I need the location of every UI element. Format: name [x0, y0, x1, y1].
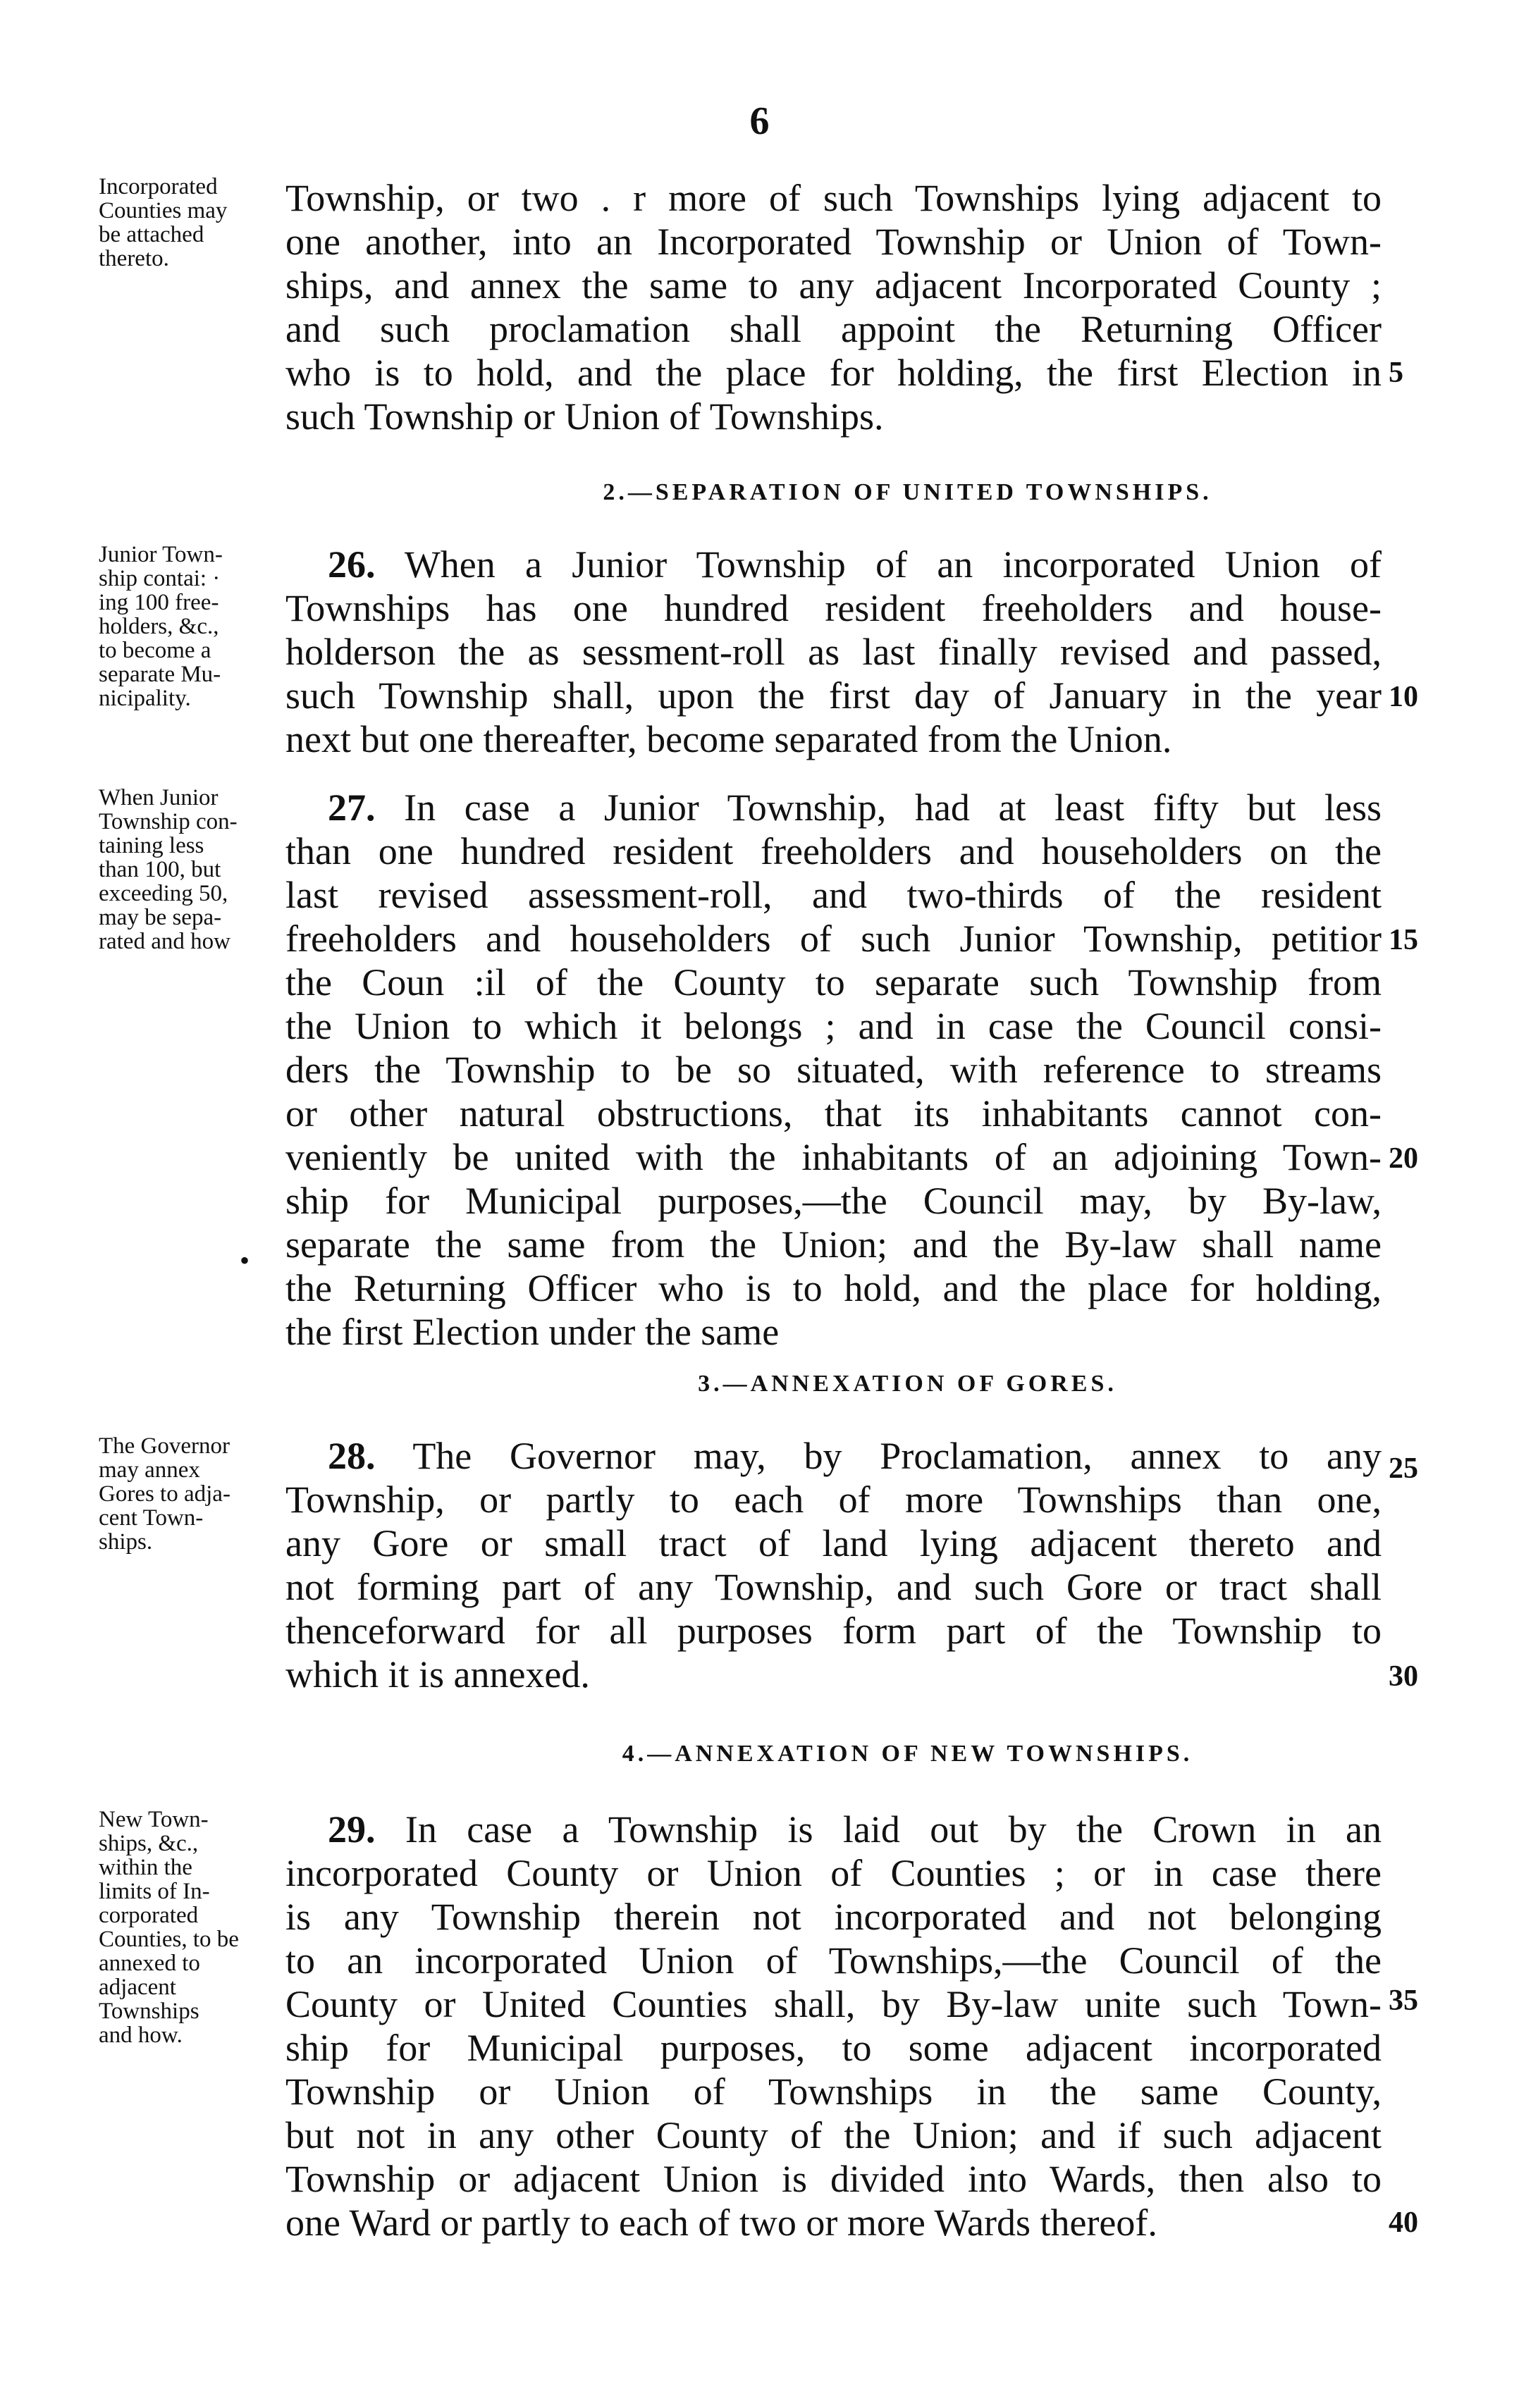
line-number: 25 — [1389, 1452, 1418, 1485]
line-number: 15 — [1389, 924, 1418, 956]
note-line: ships. — [99, 1529, 153, 1555]
text-line: such Township or Union of Townships. — [285, 395, 884, 438]
note-line: annexed to — [99, 1951, 200, 1976]
text-segment: In case a Township is laid out by the Crown in an — [405, 1808, 1382, 1851]
text-line: the Union to which it belongs ; and in case the Council consi- — [285, 1005, 1382, 1047]
section-number-26: 26. — [328, 543, 376, 586]
note-line: holders, &c., — [99, 614, 219, 639]
paragraph-27 — [285, 786, 1382, 1354]
note-line: separate Mu- — [99, 662, 221, 687]
note-line: rated and how — [99, 929, 230, 954]
text-line: incorporated County or Union of Counties ; or in case there — [285, 1852, 1382, 1894]
note-line: adjacent — [99, 1975, 176, 2000]
text-line: separate the same from the Union; and the By-law shall name — [285, 1223, 1382, 1266]
note-line: be attached — [99, 222, 204, 247]
paragraph-28 — [285, 1434, 1382, 1696]
text-line: which it is annexed. — [285, 1653, 590, 1696]
note-line: Incorporated — [99, 174, 218, 199]
text-line: ship for Municipal purposes,—the Council may, by By-law, — [285, 1180, 1382, 1222]
section-number-27: 27. — [328, 786, 376, 829]
text-line: veniently be united with the inhabitants of an adjoining Town- — [285, 1136, 1382, 1178]
text-line: the Coun :il of the County to separate such Township from — [285, 961, 1382, 1004]
text-line: any Gore or small tract of land lying adjacent thereto and — [285, 1522, 1382, 1564]
text-line: and such proclamation shall appoint the Returning Officer — [285, 308, 1382, 350]
section-number-29: 29. — [328, 1808, 376, 1851]
text-line: or other natural obstructions, that its inhabitants cannot con- — [285, 1092, 1382, 1135]
paragraph-26 — [285, 543, 1382, 761]
text-line: holderson the as sessment-roll as last finally revised and passed, — [285, 631, 1382, 673]
text-line — [285, 543, 1382, 586]
text-line — [285, 1808, 1382, 1851]
note-line: Townships — [99, 1999, 199, 2024]
line-number: 35 — [1389, 1984, 1418, 2017]
text-line: Township, or partly to each of more Townships than one, — [285, 1478, 1382, 1521]
note-line: thereto. — [99, 246, 169, 271]
note-line: When Junior — [99, 785, 219, 810]
note-line: taining less — [99, 833, 204, 858]
line-number: 20 — [1389, 1142, 1418, 1175]
text-line: Township or adjacent Union is divided into Wards, then also to — [285, 2158, 1382, 2200]
text-line: who is to hold, and the place for holding, the first Election in — [285, 352, 1382, 394]
section-heading-gores: 3.—ANNEXATION OF GORES. — [698, 1371, 1117, 1397]
margin-note-28 — [99, 1434, 289, 1554]
note-line: than 100, but — [99, 857, 221, 882]
note-line: The Governor — [99, 1433, 230, 1459]
text-line: ders the Township to be so situated, with reference to streams — [285, 1049, 1382, 1091]
margin-note-intro — [99, 175, 289, 271]
margin-note-26 — [99, 543, 289, 710]
text-line: than one hundred resident freeholders and householders on the — [285, 830, 1382, 872]
text-line: the Returning Officer who is to hold, and the place for holding, — [285, 1267, 1382, 1309]
text-line: next but one thereafter, become separated from the Union. — [285, 718, 1172, 760]
margin-note-27 — [99, 786, 289, 953]
note-line: may be sepa- — [99, 905, 222, 930]
note-line: corporated — [99, 1903, 199, 1928]
text-line: but not in any other County of the Union; and if such adjacent — [285, 2114, 1382, 2156]
note-line: exceeding 50, — [99, 881, 228, 906]
text-line: ship for Municipal purposes, to some adjacent incorporated — [285, 2027, 1382, 2069]
note-line: Township con- — [99, 809, 238, 834]
note-line: may annex — [99, 1457, 200, 1483]
section-number-28: 28. — [328, 1435, 376, 1477]
note-line: Gores to adja- — [99, 1481, 230, 1507]
note-line: New Town- — [99, 1807, 209, 1832]
text-line — [285, 1434, 1382, 1478]
note-line: ships, &c., — [99, 1831, 199, 1856]
text-line: one Ward or partly to each of two or more Wards thereof. — [285, 2202, 1157, 2244]
text-line: not forming part of any Township, and such Gore or tract shall — [285, 1566, 1382, 1608]
line-number: 40 — [1389, 2206, 1418, 2239]
text-line: one another, into an Incorporated Township or Union of Town- — [285, 221, 1382, 263]
line-number: 10 — [1389, 681, 1418, 713]
text-line: freeholders and householders of such Junior Township, petitior — [285, 918, 1382, 960]
paragraph-intro — [285, 176, 1382, 438]
text-line: County or United Counties shall, by By-law unite such Town- — [285, 1983, 1382, 2025]
note-line: to become a — [99, 638, 211, 663]
note-line: Counties, to be — [99, 1927, 239, 1952]
page-number: 6 — [749, 99, 770, 143]
text-segment: In case a Junior Township, had at least fifty but less — [404, 786, 1382, 829]
line-number: 5 — [1389, 357, 1403, 389]
note-line: limits of In- — [99, 1879, 210, 1904]
note-line: within the — [99, 1855, 192, 1880]
paragraph-29 — [285, 1808, 1382, 2245]
section-heading-separation: 2.—SEPARATION OF UNITED TOWNSHIPS. — [603, 479, 1212, 505]
note-line: and how. — [99, 2023, 183, 2048]
text-line: Township, or two . r more of such Townships lying adjacent to — [285, 177, 1382, 219]
text-line: Townships has one hundred resident freeholders and house- — [285, 587, 1382, 629]
text-line: last revised assessment-roll, and two-thirds of the resident — [285, 874, 1382, 916]
text-line: the first Election under the same — [285, 1311, 780, 1353]
note-line: ing 100 free- — [99, 590, 219, 615]
note-line: nicipality. — [99, 686, 191, 711]
text-segment: When a Junior Township of an incorporated Union of — [404, 543, 1382, 586]
margin-note-29 — [99, 1808, 289, 2047]
note-line: Junior Town- — [99, 542, 223, 567]
text-segment: The Governor may, by Proclamation, annex to any — [412, 1435, 1382, 1477]
text-line: is any Township therein not incorporated and not belonging — [285, 1896, 1382, 1938]
section-heading-new-townships: 4.—ANNEXATION OF NEW TOWNSHIPS. — [622, 1741, 1193, 1767]
stray-mark: • — [240, 1245, 250, 1276]
text-line: such Township shall, upon the first day of January in the year — [285, 674, 1382, 717]
note-line: ship contai: · — [99, 566, 221, 591]
text-line: to an incorporated Union of Townships,—the Council of the — [285, 1939, 1382, 1982]
text-line: ships, and annex the same to any adjacent Incorporated County ; — [285, 264, 1382, 307]
text-line: thenceforward for all purposes form part of the Township to — [285, 1610, 1382, 1652]
text-line — [285, 786, 1382, 829]
note-line: Counties may — [99, 198, 228, 223]
note-line: cent Town- — [99, 1505, 204, 1531]
line-number: 30 — [1389, 1660, 1418, 1693]
text-line: Township or Union of Townships in the same County, — [285, 2070, 1382, 2113]
